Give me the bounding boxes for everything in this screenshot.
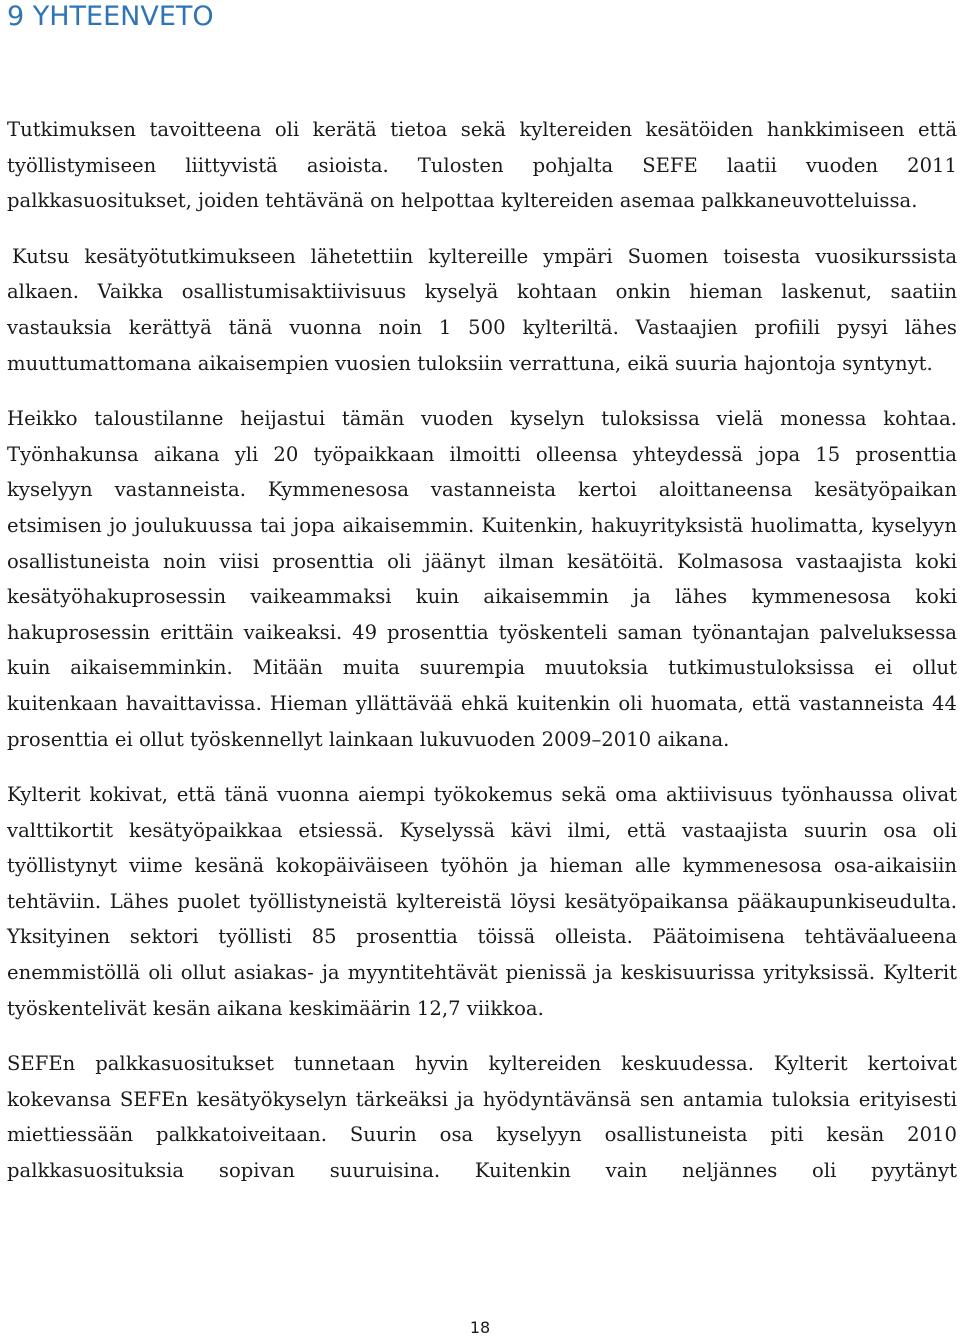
document-body xyxy=(7,112,957,1189)
paragraph-economic-situation: Heikko taloustilanne heijastui tämän vuoden kyselyn tuloksissa vielä monessa kohtaa. Työnhakunsa aikana yli 20 työpaikkaan ilmoitti olleensa yhteydessä jopa 15 prosenttia kyselyyn vastanneista. Kymmenesosa vastanneista kertoi aloittaneensa kesätyöpaikan etsimisen jo joulukuussa tai jopa aikaisemmin. Kuitenkin, hakuyrityksistä huolimatta, kyselyyn osallistuneista noin viisi prosenttia oli jäänyt ilman kesätöitä. Kolmasosa vastaajista koki kesätyöhakuprosessin vaikeammaksi kuin aikaisemmin ja lähes kymmenesosa koki hakuprosessin erittäin vaikeaksi. 49 prosenttia työskenteli saman työnantajan palveluksessa kuin aikaisemminkin. Mitään muita suurempia muutoksia tutkimustuloksissa ei ollut kuitenkaan havaittavissa. Hieman yllättävää ehkä kuitenkin oli huomata, että vastanneista 44 prosenttia ei ollut työskennellyt lainkaan lukuvuoden 2009–2010 aikana. xyxy=(7,407,957,751)
paragraph-salary-recommendations: SEFEn palkkasuositukset tunnetaan hyvin kyltereiden keskuudessa. Kylterit kertoivat kokevansa SEFEn kesätyökyselyn tärkeäksi ja hyödyntävänsä sen antamia tuloksia erityisesti miettiessään palkkatoiveitaan. Suurin osa kyselyyn osallistuneista piti kesän 2010 palkkasuosituksia sopivan suuruisina. Kuitenkin vain neljännes oli pyytänyt xyxy=(7,1052,957,1183)
paragraph-work-experience: Kylterit kokivat, että tänä vuonna aiempi työkokemus sekä oma aktiivisuus työnhaussa olivat valttikortit kesätyöpaikkaa etsiessä. Kyselyssä kävi ilmi, että vastaajista suurin osa oli työllistynyt viime kesänä kokopäiväiseen työhön ja hieman alle kymmenesosa osa-aikaisiin tehtäviin. Lähes puolet työllistyneistä kyltereistä löysi kesätyöpaikansa pääkaupunkiseudulta. Yksityinen sektori työllisti 85 prosenttia töissä olleista. Päätoimisena tehtäväalueena enemmistöllä oli ollut asiakas- ja myyntitehtävät pienissä ja keskisuurissa yrityksissä. Kylterit työskentelivät kesän aikana keskimäärin 12,7 viikkoa. xyxy=(7,783,957,1020)
page-number: 18 xyxy=(469,1318,491,1337)
paragraph-introduction: Tutkimuksen tavoitteena oli kerätä tietoa sekä kyltereiden kesätöiden hankkimiseen että työllistymiseen liittyvistä asioista. Tulosten pohjalta SEFE laatii vuoden 2011 palkkasuositukset, joiden tehtävänä on helpottaa kyltereiden asemaa palkkaneuvotteluissa. xyxy=(7,118,957,213)
paragraph-survey-invitation: Kutsu kesätyötutkimukseen lähetettiin kyltereille ympäri Suomen toisesta vuosikurssista alkaen. Vaikka osallistumisaktiivisuus kyselyä kohtaan onkin hieman laskenut, saatiin vastauksia kerättyä tänä vuonna noin 1 500 kylteriltä. Vastaajien profiili pysyi lähes muuttumattomana aikaisempien vuosien tuloksiin verrattuna, eikä suuria hajontoja syntynyt. xyxy=(7,244,957,375)
section-heading: 9 YHTEENVETO xyxy=(7,1,214,32)
